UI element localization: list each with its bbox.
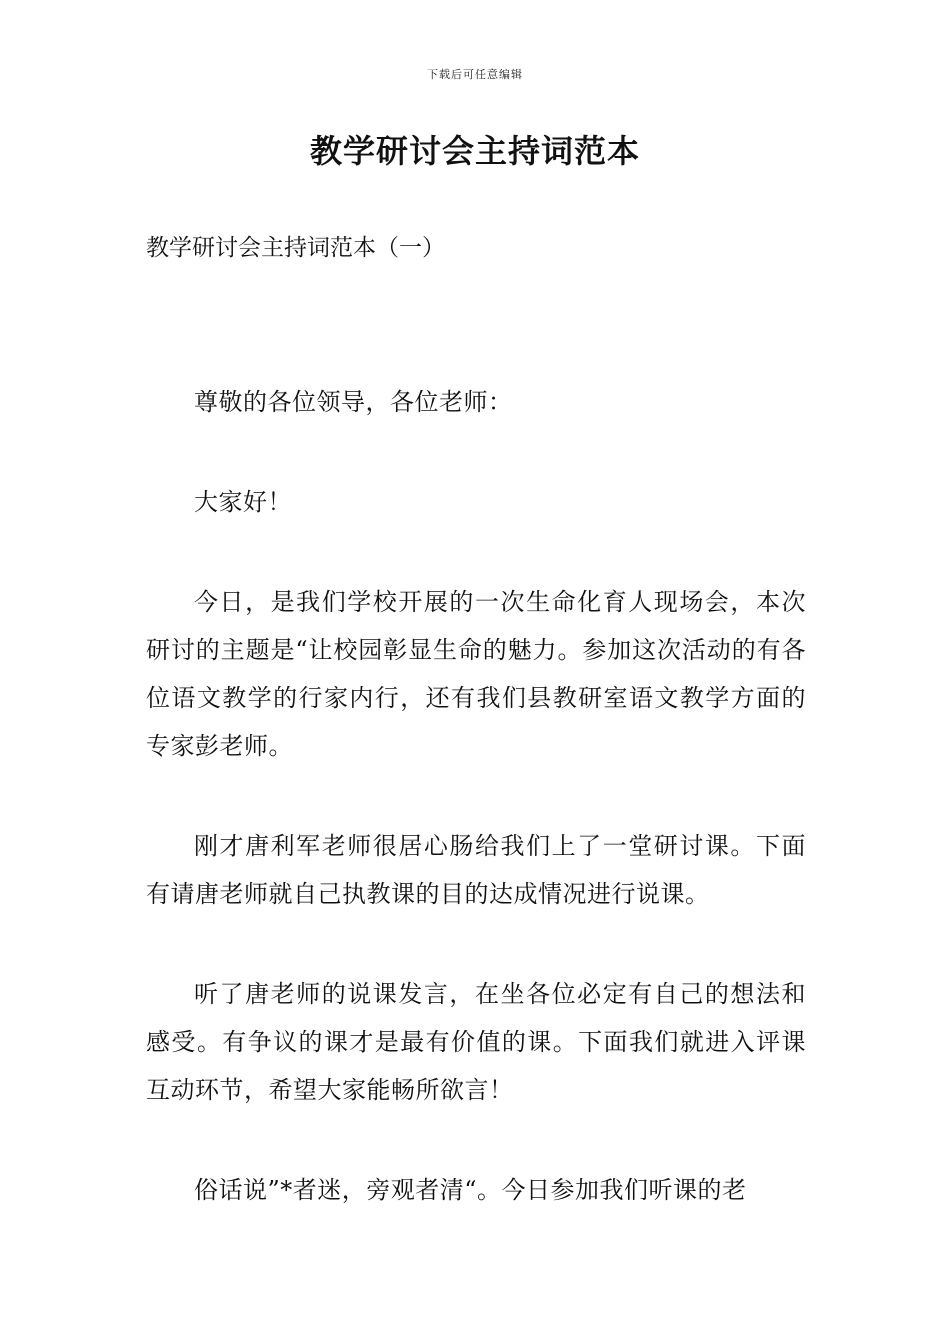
paragraph-intro: 今日，是我们学校开展的一次生命化育人现场会，本次研讨的主题是“让校园彰显生命的魅力。参加这次活动的有各位语文教学的行家内行，还有我们县教研室语文教学方面的专家彭老师。 bbox=[146, 588, 806, 760]
section-heading: 教学研讨会主持词范本（一） bbox=[146, 235, 445, 261]
document-title: 教学研讨会主持词范本 bbox=[309, 132, 640, 170]
paragraph-lesson: 刚才唐利军老师很居心肠给我们上了一堂研讨课。下面有请唐老师就自己执教课的目的达成情况进行说课。 bbox=[146, 832, 806, 908]
paragraph-proverb: 俗话说”*者迷，旁观者清“。今日参加我们听课的老 bbox=[194, 1176, 747, 1204]
paragraph-greeting: 大家好！ bbox=[194, 488, 292, 516]
paragraph-salutation: 尊敬的各位领导，各位老师： bbox=[194, 388, 513, 416]
body-text bbox=[146, 378, 806, 1266]
paragraph-discussion: 听了唐老师的说课发言，在坐各位必定有自己的想法和感受。有争议的课才是最有价值的课。下面我们就进入评课互动环节，希望大家能畅所欲言！ bbox=[146, 980, 806, 1104]
header-note: 下载后可任意编辑 bbox=[427, 68, 523, 81]
